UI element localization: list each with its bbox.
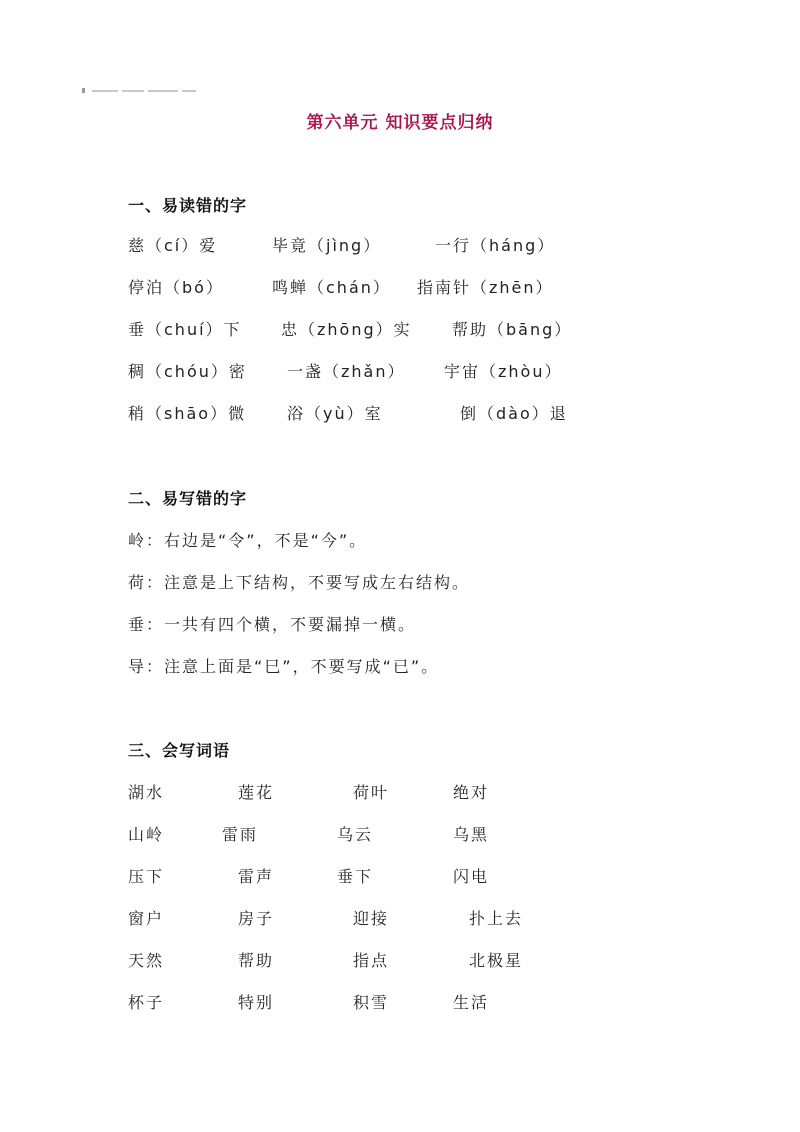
- misread-row: [0, 317, 800, 341]
- misread-item: 停泊（bó）: [128, 278, 224, 297]
- vocabulary-word: 杯子: [128, 993, 165, 1012]
- miswritten-note: 垂：一共有四个横，不要漏掉一横。: [128, 615, 417, 634]
- vocabulary-word: 积雪: [353, 993, 390, 1012]
- vocabulary-word: 压下: [128, 867, 165, 886]
- misread-item: 一行（háng）: [435, 236, 556, 255]
- vocabulary-word: 房子: [238, 909, 275, 928]
- misread-item: 稍（shāo）微: [128, 404, 247, 423]
- misread-item: 指南针（zhēn）: [417, 278, 554, 297]
- misread-item: 帮助（bāng）: [452, 320, 573, 339]
- vocabulary-word: 北极星: [469, 951, 524, 970]
- section-heading-misread: 一、易读错的字: [128, 196, 248, 215]
- vocabulary-word: 湖水: [128, 783, 165, 802]
- vocabulary-word: 迎接: [353, 909, 390, 928]
- vocabulary-row: [0, 990, 800, 1014]
- vocabulary-row: [0, 864, 800, 888]
- misread-item: 鸣蝉（chán）: [272, 278, 391, 297]
- misread-item: 慈（cí）爱: [128, 236, 218, 255]
- vocabulary-word: 乌云: [337, 825, 374, 844]
- vocabulary-word: 莲花: [238, 783, 275, 802]
- vocabulary-word: 帮助: [238, 951, 275, 970]
- vocabulary-row: [0, 780, 800, 804]
- vocabulary-word: 窗户: [128, 909, 165, 928]
- misread-item: 忠（zhōng）实: [281, 320, 412, 339]
- misread-item: 倒（dào）退: [460, 404, 568, 423]
- vocabulary-word: 雷雨: [222, 825, 259, 844]
- misread-item: 浴（yù）室: [287, 404, 383, 423]
- vocabulary-word: 绝对: [453, 783, 490, 802]
- vocabulary-row: [0, 906, 800, 930]
- miswritten-note: 荷：注意是上下结构，不要写成左右结构。: [128, 573, 471, 592]
- misread-item: 垂（chuí）下: [128, 320, 242, 339]
- misread-row: [0, 275, 800, 299]
- misread-row: [0, 233, 800, 257]
- misread-item: 宇宙（zhòu）: [444, 362, 563, 381]
- vocabulary-word: 闪电: [453, 867, 490, 886]
- vocabulary-word: 荷叶: [353, 783, 390, 802]
- misread-row: [0, 359, 800, 383]
- vocabulary-word: 扑上去: [469, 909, 524, 928]
- header-mark-decoration: [82, 88, 202, 94]
- vocabulary-row: [0, 822, 800, 846]
- vocabulary-word: 特别: [238, 993, 275, 1012]
- miswritten-note: 岭：右边是“令”，不是“今”。: [128, 531, 368, 550]
- misread-item: 一盏（zhǎn）: [287, 362, 406, 381]
- section-heading-vocabulary: 三、会写词语: [128, 741, 231, 760]
- vocabulary-word: 山岭: [128, 825, 165, 844]
- vocabulary-row: [0, 948, 800, 972]
- section-heading-miswritten: 二、易写错的字: [128, 489, 248, 508]
- vocabulary-word: 垂下: [337, 867, 374, 886]
- vocabulary-word: 天然: [128, 951, 165, 970]
- vocabulary-word: 生活: [453, 993, 490, 1012]
- misread-row: [0, 401, 800, 425]
- vocabulary-word: 乌黑: [453, 825, 490, 844]
- page-title: 第六单元 知识要点归纳: [306, 113, 494, 133]
- vocabulary-word: 雷声: [238, 867, 275, 886]
- misread-item: 稠（chóu）密: [128, 362, 247, 381]
- vocabulary-word: 指点: [353, 951, 390, 970]
- miswritten-note: 导：注意上面是“巳”，不要写成“已”。: [128, 657, 440, 676]
- misread-item: 毕竟（jìng）: [272, 236, 382, 255]
